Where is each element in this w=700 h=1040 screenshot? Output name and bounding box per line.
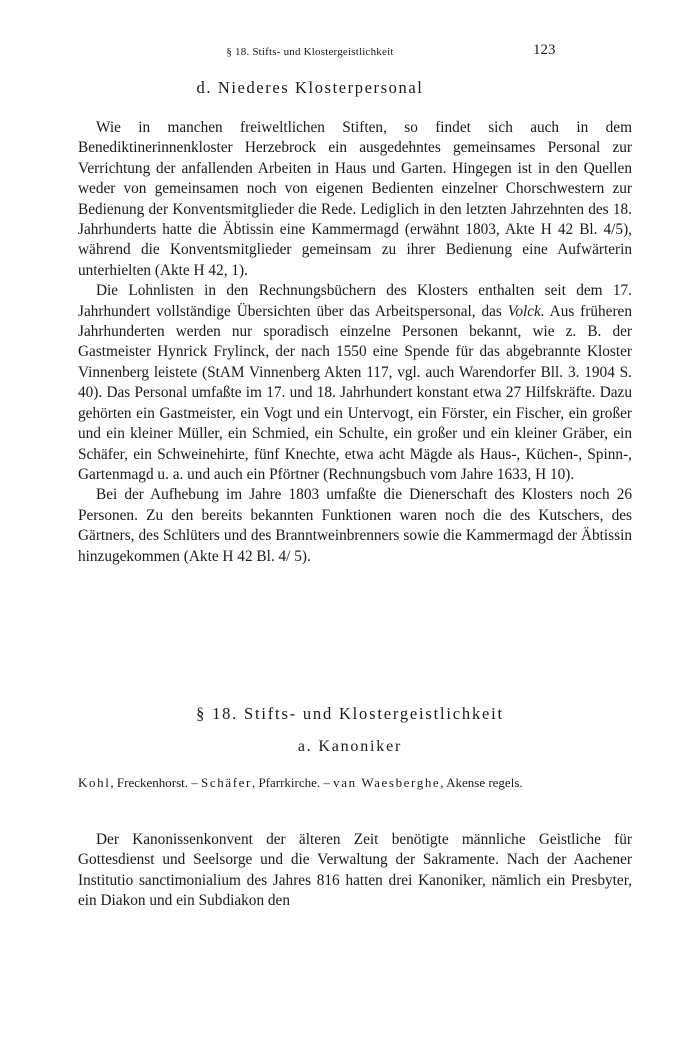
source-title-2: , Pfarrkirche. – bbox=[251, 775, 334, 790]
paragraph-2 bbox=[78, 281, 632, 485]
section-heading: § 18. Stifts- und Klostergeistlichkeit bbox=[196, 704, 504, 723]
source-title-1: , Freckenhorst. – bbox=[110, 775, 202, 790]
source-title-3: , Akense regels. bbox=[440, 775, 523, 790]
sources-note bbox=[78, 774, 632, 791]
subsection-heading-d: d. Niederes Klosterpersonal bbox=[196, 78, 424, 97]
source-author-waesberghe: van Waesberghe bbox=[333, 775, 441, 790]
section-a-body bbox=[78, 830, 632, 912]
paragraph-1: Wie in manchen freiweltlichen Stiften, so findet sich auch in dem Benediktinerinnenkloster Herzebrock ein ausgedehntes gemeinsames Personal zur Verrichtung der anfallenden Arbeiten in Haus und Garten. Hingegen ist in den Quellen weder von gemeinsamen noch von eigenen Bedienten einzelner Chorschwestern zur Bedienung der Konventsmitglieder die Rede. Lediglich in den letzten Jahrzehnten des 18. Jahrhunderts hatte die Äbtissin eine Kammermagd (erwähnt 1803, Akte H 42 Bl. 4/5), während die Konventsmitglieder gemeinsam zu ihrer Bedienung eine Aufwärterin unterhielten (Akte H 42, 1). bbox=[78, 119, 632, 279]
paragraph-4: Der Kanonissenkonvent der älteren Zeit benötigte männliche Geistliche für Gottesdienst und Seelsorge und die Verwaltung der Sakramente. Nach der Aachener Institutio sanctimonialium des Jahres 816 hatten drei Kanoniker, nämlich ein Presbyter, ein Diakon und ein Subdiakon den bbox=[78, 831, 632, 910]
section-subheading-a: a. Kanoniker bbox=[297, 738, 403, 755]
paragraph-3: Bei der Aufhebung im Jahre 1803 umfaßte die Dienerschaft des Klosters noch 26 Personen. Zu den bereits bekannten Funktionen waren noch die des Kutschers, des Gärtners, des Schlüters und des Branntweinbrenners sowie die Kammermagd der Äbtissin hinzugekommen (Akte H 42 Bl. 4/ 5). bbox=[78, 486, 632, 565]
page-number: 123 bbox=[533, 42, 556, 58]
subsection-d-body bbox=[78, 118, 632, 567]
running-head-title: § 18. Stifts- und Klostergeistlichkeit bbox=[226, 46, 394, 58]
running-head bbox=[0, 42, 700, 62]
paragraph-2-part-1: Die Lohnlisten in den Rechnungsbüchern des Klosters enthalten seit dem 17. Jahrhundert vollständige Übersichten über das Arbeitspersonal, das bbox=[78, 282, 632, 320]
source-author-kohl: Kohl bbox=[78, 775, 111, 790]
source-author-schaefer: Schäfer bbox=[201, 775, 252, 790]
paragraph-2-part-2: Aus früheren Jahrhunderten werden nur sporadisch einzelne Personen bekannt, wie z. B. der Gastmeister Hynrick Frylinck, der nach 1550 eine Spende für das abgebrannte Kloster Vinnenberg leistete (StAM Vinnenberg Akten 117, vgl. auch Warendorfer Bll. 3. 1904 S. 40). Das Personal umfaßte im 17. und 18. Jahrhundert konstant etwa 27 Hilfskräfte. Dazu gehörten ein Gastmeister, ein Vogt und ein Untervogt, ein Förster, ein Fischer, ein großer und ein kleiner Müller, ein Schmied, ein Schulte, ein großer und ein kleiner Gräber, ein Schäfer, ein Schweinehirte, fünf Knechte, etwa acht Mägde als Haus-, Küchen-, Spinn-, Gartenmagd u. a. und auch ein Pförtner (Rechnungsbuch vom Jahre 1633, H 10). bbox=[78, 302, 632, 483]
paragraph-2-italic: Volck. bbox=[507, 302, 545, 320]
